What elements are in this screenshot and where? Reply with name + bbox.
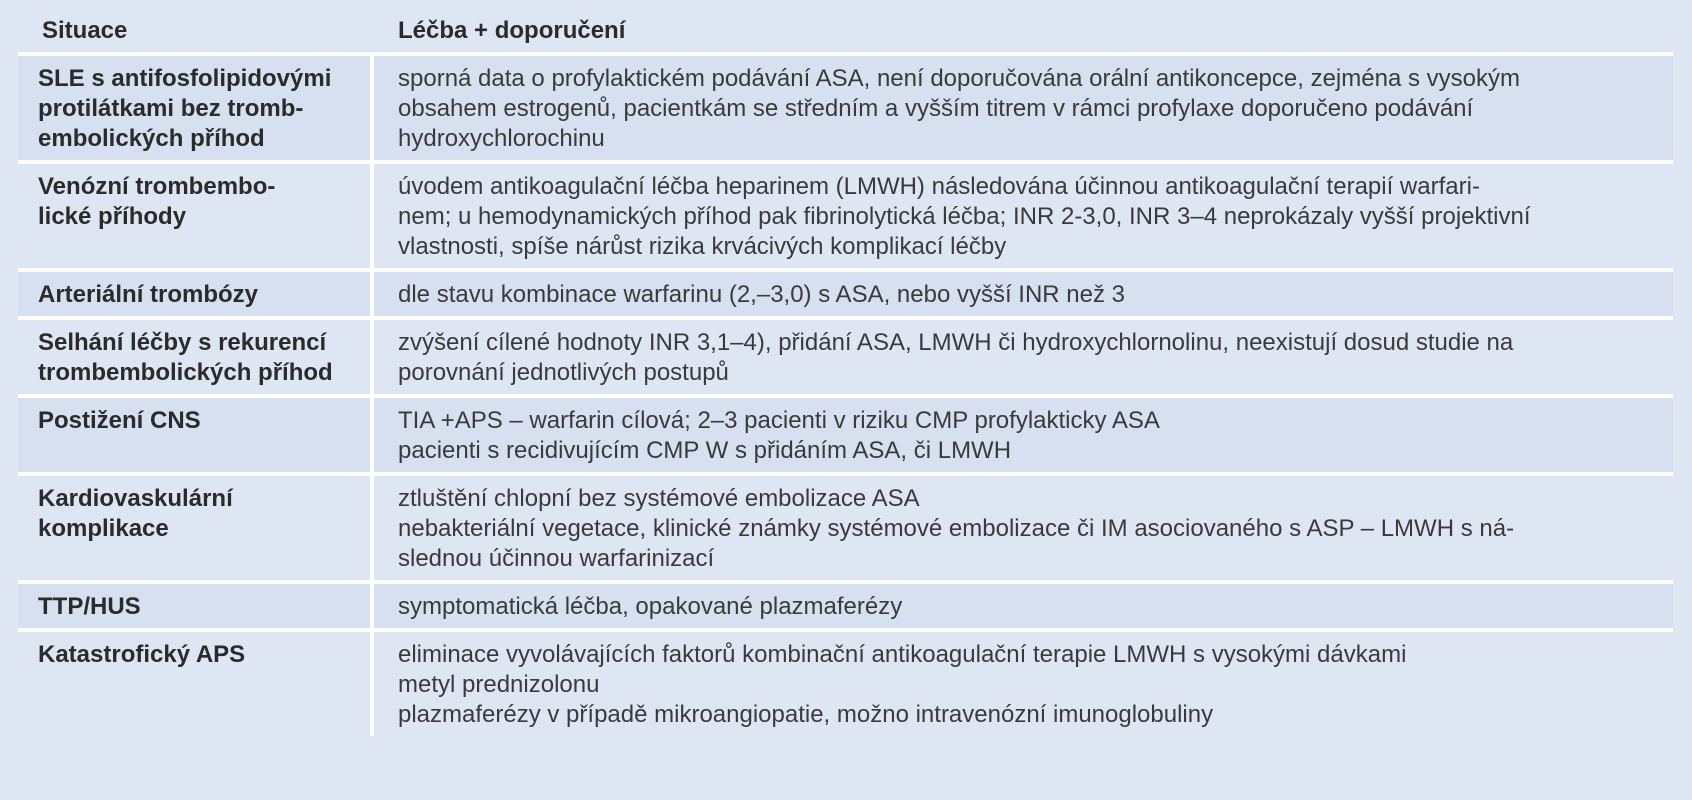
situation-cell [18,160,374,268]
treatment-cell [374,52,1673,160]
treatment-line: obsahem estrogenů, pacientkám se středním a vyšším titrem v rámci profylaxe doporučeno podávání [398,95,1474,122]
treatment-cell [374,268,1673,316]
treatment-line: TIA +APS – warfarin cílová; 2–3 pacienti v riziku CMP profylakticky ASA [398,407,1160,434]
table-body [18,52,1673,736]
treatment-line: pacienti s recidivujícím CMP W s přidáním ASA, či LMWH [398,437,1012,464]
treatment-line: symptomatická léčba, opakované plazmaferézy [398,593,903,620]
treatment-line: ztluštění chlopní bez systémové embolizace ASA [398,485,920,512]
situation-line: SLE s antifosfolipidovými [38,65,332,92]
situation-line: Venózní trombembo- [38,173,276,200]
treatment-line: úvodem antikoagulační léčba heparinem (LMWH) následována účinnou antikoagulační terapií warfari- [398,173,1480,200]
treatment-line: nem; u hemodynamických příhod pak fibrinolytická léčba; INR 2-3,0, INR 3–4 neprokázaly vyšší projektivní [398,203,1531,230]
situation-line: lické příhody [38,203,187,230]
situation-line: embolických příhod [38,125,265,152]
situation-cell [18,52,374,160]
treatment-line: zvýšení cílené hodnoty INR 3,1–4), přidání ASA, LMWH či hydroxychlornolinu, neexistují dosud studie na [398,329,1514,356]
treatment-line: slednou účinnou warfarinizací [398,545,715,572]
treatment-table [18,8,1673,736]
situation-line: Katastrofický APS [38,641,246,668]
situation-cell [18,580,374,628]
treatment-line: plazmaferézy v případě mikroangiopatie, možno intravenózní imunoglobuliny [398,701,1214,728]
treatment-line: hydroxychlorochinu [398,125,605,152]
table-row [18,52,1673,160]
treatment-cell [374,628,1673,736]
situation-line: Kardiovaskulární [38,485,233,512]
situation-line: protilátkami bez tromb- [38,95,304,122]
treatment-line: vlastnosti, spíše nárůst rizika krvácivých komplikací léčby [398,233,1007,260]
situation-cell [18,628,374,736]
situation-line: Postižení CNS [38,407,201,434]
treatment-cell [374,394,1673,472]
treatment-line: sporná data o profylaktickém podávání ASA, není doporučována orální antikoncepce, zejména s vysokým [398,65,1520,92]
treatment-line: dle stavu kombinace warfarinu (2,–3,0) s ASA, nebo vyšší INR než 3 [398,281,1126,308]
header-treatment: Léčba + doporučení [374,8,1673,52]
table-row [18,268,1673,316]
situation-line: Arteriální trombózy [38,281,259,308]
situation-cell [18,316,374,394]
situation-cell [18,394,374,472]
situation-line: TTP/HUS [38,593,141,620]
treatment-line: porovnání jednotlivých postupů [398,359,729,386]
table-row [18,160,1673,268]
treatment-line: eliminace vyvolávajících faktorů kombinační antikoagulační terapie LMWH s vysokými dávkami [398,641,1407,668]
situation-line: Selhání léčby s rekurencí [38,329,327,356]
situation-line: komplikace [38,515,169,542]
situation-line: trombembolických příhod [38,359,333,386]
treatment-cell [374,160,1673,268]
table-row [18,472,1673,580]
table-header-row [18,8,1673,52]
treatment-cell [374,472,1673,580]
table-row [18,580,1673,628]
table-row [18,628,1673,736]
treatment-cell [374,580,1673,628]
table-row [18,316,1673,394]
header-situation: Situace [18,8,374,52]
table-row [18,394,1673,472]
treatment-line: nebakteriální vegetace, klinické známky systémové embolizace či IM asociovaného s ASP – LMWH s ná- [398,515,1515,542]
treatment-line: metyl prednizolonu [398,671,600,698]
situation-cell [18,472,374,580]
treatment-cell [374,316,1673,394]
situation-cell [18,268,374,316]
